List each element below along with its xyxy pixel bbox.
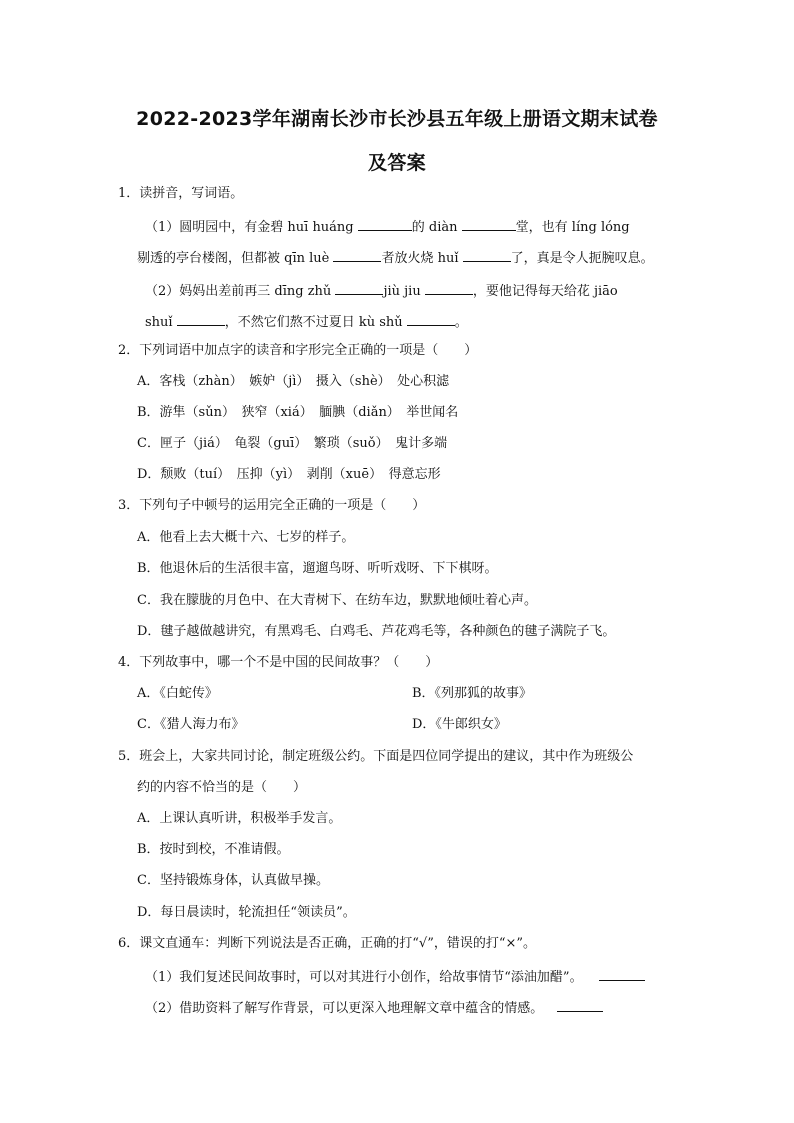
question-2-option-c[interactable]: C．匣子（jiá） 龟裂（guī） 繁琐（suǒ） 鬼计多端 [137, 436, 448, 451]
pinyin-text: jiù jiu [383, 284, 421, 299]
pinyin-text: shuǐ [145, 315, 173, 330]
answer-blank[interactable] [407, 313, 455, 326]
answer-blank[interactable] [557, 999, 603, 1012]
page-title-continued: 及答案 [368, 152, 426, 174]
pinyin-text: 。 [454, 315, 468, 330]
pinyin-text: 堂，也有 líng lóng [515, 220, 630, 235]
answer-blank[interactable] [335, 282, 383, 295]
question-5-stem: 5．班会上，大家共同讨论，制定班级公约。下面是四位同学提出的建议，其中作为班级公 [118, 749, 634, 764]
question-4-option-d[interactable]: D．《牛郎织女》 [412, 717, 507, 732]
question-2-stem: 2．下列词语中加点字的读音和字形完全正确的一项是（ ） [118, 343, 478, 358]
question-1-part-2-line-2 [145, 313, 468, 331]
question-6-stem: 6．课文直通车：判断下列说法是否正确，正确的打“√”，错误的打“×”。 [118, 936, 537, 951]
question-4-option-b[interactable]: B．《列那狐的故事》 [412, 686, 533, 701]
question-1-part-2-line-1 [145, 282, 618, 300]
answer-blank[interactable] [358, 218, 412, 231]
question-4-option-c[interactable]: C．《猎人海力布》 [137, 717, 245, 732]
question-3-option-c[interactable]: C．我在朦胧的月色中、在大青树下、在纺车边，默默地倾吐着心声。 [137, 593, 537, 608]
answer-blank[interactable] [462, 218, 516, 231]
question-2-option-b[interactable]: B．游隼（sǔn） 狭窄（xiá） 腼腆（diǎn） 举世闻名 [137, 405, 459, 420]
answer-blank[interactable] [425, 282, 473, 295]
pinyin-text: ，不然它们熬不过夏日 kù shǔ [224, 315, 403, 330]
question-3-option-d[interactable]: D．毽子越做越讲究，有黑鸡毛、白鸡毛、芦花鸡毛等，各种颜色的毽子满院子飞。 [137, 624, 616, 639]
pinyin-text: 了，真是令人扼腕叹息。 [510, 251, 654, 266]
question-1-stem: 1．读拼音，写词语。 [118, 186, 244, 201]
question-3-stem: 3．下列句子中顿号的运用完全正确的一项是（ ） [118, 498, 426, 513]
pinyin-text: 者放火烧 huǐ [381, 251, 459, 266]
answer-blank[interactable] [177, 313, 225, 326]
answer-blank[interactable] [463, 249, 511, 262]
pinyin-text: （2）妈妈出差前再三 dīng zhǔ [145, 284, 332, 299]
question-3-option-a[interactable]: A．他看上去大概十六、七岁的样子。 [137, 530, 355, 545]
answer-blank[interactable] [599, 968, 645, 981]
pinyin-text: （1）圆明园中，有金碧 huī huáng [145, 220, 354, 235]
question-5-stem-continued: 约的内容不恰当的是（ ） [137, 780, 307, 795]
question-4-stem: 4．下列故事中，哪一个不是中国的民间故事？（ ） [118, 655, 439, 670]
question-6-statement-2 [145, 999, 603, 1017]
question-3-option-b[interactable]: B．他退休后的生活很丰富，遛遛鸟呀、听听戏呀、下下棋呀。 [137, 561, 498, 576]
question-5-option-d[interactable]: D．每日晨读时，轮流担任“领读员”。 [137, 905, 356, 920]
question-5-option-c[interactable]: C．坚持锻炼身体，认真做早操。 [137, 873, 329, 888]
pinyin-text: ，要他记得每天给花 jiāo [472, 284, 618, 299]
answer-blank[interactable] [333, 249, 381, 262]
question-1-part-1-line-2 [137, 249, 654, 267]
statement-text: （2）借助资料了解写作背景，可以更深入地理解文章中蕴含的情感。 [145, 1001, 544, 1016]
question-4-option-a[interactable]: A．《白蛇传》 [137, 686, 218, 701]
question-2-option-d[interactable]: D．颓败（tuí） 压抑（yì） 剥削（xuē） 得意忘形 [137, 467, 441, 482]
question-5-option-b[interactable]: B．按时到校，不准请假。 [137, 842, 290, 857]
question-6-statement-1 [145, 968, 645, 986]
question-5-option-a[interactable]: A．上课认真听讲，积极举手发言。 [137, 811, 342, 826]
pinyin-text: 的 diàn [411, 220, 458, 235]
pinyin-text: 剔透的亭台楼阁，但都被 qīn luè [137, 251, 330, 266]
page-title: 2022-2023学年湖南长沙市长沙县五年级上册语文期末试卷 [136, 108, 658, 130]
question-2-option-a[interactable]: A．客栈（zhàn） 嫉妒（jì） 摄入（shè） 处心积滤 [137, 374, 450, 389]
question-1-part-1-line-1 [145, 218, 630, 236]
statement-text: （1）我们复述民间故事时，可以对其进行小创作，给故事情节“添油加醋”。 [145, 970, 583, 985]
